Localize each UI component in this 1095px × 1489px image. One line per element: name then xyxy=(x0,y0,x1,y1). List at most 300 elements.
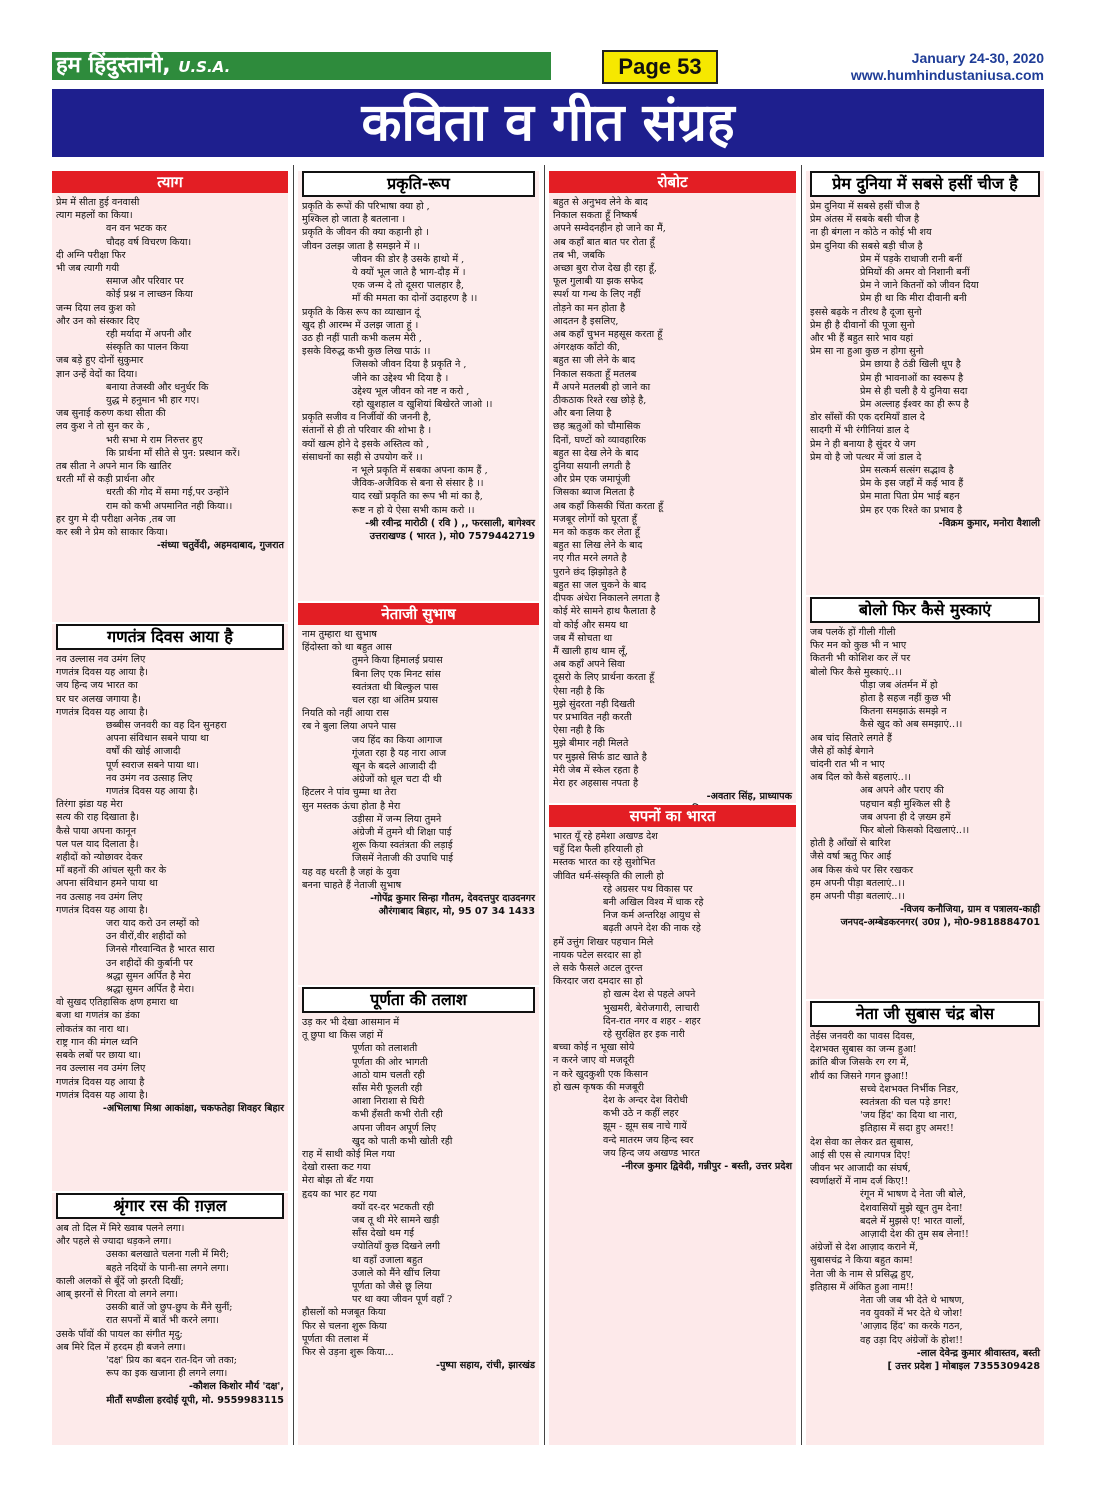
poem-line: प्रकृति सजीव व निर्जीवों की जननी है, xyxy=(302,412,432,424)
poem-line: पर प्रभावित नही करती xyxy=(553,711,632,723)
poem-line: न करे खुदकुशी एक किसान xyxy=(553,1068,648,1080)
poem-body xyxy=(549,193,796,817)
poem-line: धरती माँ से कड़ी प्रार्थना और xyxy=(56,474,155,486)
poem-line: उन शहीदों की कुर्बानी पर xyxy=(106,957,193,969)
poem-line: पूर्णता की तलाश में xyxy=(302,1333,369,1345)
poem-line: नव युवकों में भर देते थे जोश! xyxy=(860,1308,963,1320)
poem-title: प्रेम दुनिया में सबसे हसीं चीज है xyxy=(810,171,1040,197)
poem-line: रहे सुरक्षित हर इक नारी xyxy=(603,1029,685,1041)
poem-line: अपना संविधान हमने पाया था xyxy=(56,878,158,890)
poem-line: फिर से चलना शुरू किया xyxy=(302,1320,387,1332)
poem-prakriti xyxy=(298,171,539,601)
poem-line: मन को कड़क कर लेता हूँ xyxy=(553,527,640,539)
poem-line: उन वीरों,वीर शहीदों को xyxy=(106,931,187,943)
brand-suffix: U.S.A. xyxy=(178,58,231,76)
poem-line: संतानों से ही तो परिवार की शोभा है । xyxy=(302,425,432,437)
poem-line: जय हिन्द जय अखण्ड भारत xyxy=(603,1147,700,1159)
poem-line: वो कोई और समय था xyxy=(553,619,628,631)
poem-shringar xyxy=(52,1193,288,1445)
poem-line: कोई प्रश्न न लाच्छन किया xyxy=(106,289,193,301)
poem-line: उड़ कर भी देखा आसमान में xyxy=(302,1017,400,1028)
poem-line: प्रेम सत्कर्म सत्संग सद्भाव है xyxy=(860,465,954,477)
poem-line: और उन को संस्कार दिए xyxy=(56,315,140,327)
poem-line: त्याग महलों का किया। xyxy=(56,210,133,222)
poem-line: कभी हँसती कभी रोती रही xyxy=(352,1109,443,1121)
poem-line: तुमने किया हिमालई प्रयास xyxy=(352,655,443,667)
poem-line: आठो याम चलती रही xyxy=(352,1069,425,1081)
poem-line: ऐसा नही है कि xyxy=(553,685,605,697)
poem-line: जैसे वर्षा ऋतु फिर आई xyxy=(810,851,892,863)
poem-line: ज्ञान उन्हें वेदों का दिया। xyxy=(56,368,138,380)
poem-line: गणतंत्र दिवस यह आया है। xyxy=(56,667,148,679)
poem-line: प्रेम ही है दीवानों की पूजा सुनो xyxy=(810,319,915,331)
poem-line: रही मर्यादा में अपनी और xyxy=(106,329,192,341)
poem-robot xyxy=(549,171,796,803)
poem-line: प्रेम ही भावनाओं का स्वरूप है xyxy=(860,372,964,384)
poem-line: न भूले प्रकृति में सबका अपना काम हैं , xyxy=(352,465,488,477)
poem-tyag xyxy=(52,171,288,622)
poem-title: सपनों का भारत xyxy=(549,805,796,827)
poem-line: चहुँ दिश फैली हरियाली हो xyxy=(553,844,643,856)
poem-line: प्रेम से ही चली है ये दुनिया सदा xyxy=(860,385,968,397)
poem-line: जिसका ब्याज मिलता है xyxy=(553,487,635,499)
poem-line: राम को कभी अपमानित नही किया।। xyxy=(106,500,233,512)
poem-line: स्वतंत्रता की चल पड़े डगर! xyxy=(860,1097,952,1109)
poem-line: बनाया तेजस्वी और धनुर्धर कि xyxy=(106,381,209,393)
poem-line: छह ऋतुओं को चौमासिक xyxy=(553,421,641,433)
poem-line: तू छुपा था किस जहां में xyxy=(302,1030,383,1042)
poem-line: खून के बदले आजादी दी xyxy=(352,761,437,773)
poem-line: प्रेम में सीता हुई वनवासी xyxy=(56,197,140,208)
poem-line: हम अपनी पीड़ा बतलाएं..।। xyxy=(810,891,905,903)
poem-line: डोर साँसों की एक दरमियाँ डाल दे xyxy=(810,412,925,424)
poem-author: मीतौं सण्डीला हरदोई यूपी, मो. 9559983115 xyxy=(106,1394,284,1406)
poem-line: प्रेम सा ना हुआ कुछ न होगा सुनो xyxy=(810,346,924,358)
poem-line: हौसलों को मजबूत किया xyxy=(302,1307,386,1319)
poem-line: जिसको जीवन दिया है प्रकृति ने , xyxy=(352,359,467,371)
poem-line: अब अपने और पराए की xyxy=(860,785,944,797)
poem-line: उसके पाँवों की पायल का संगीत मृदु; xyxy=(56,1328,183,1340)
poem-line: जिनसे गौरवान्वित है भारत सारा xyxy=(106,944,215,956)
poem-line: नायक पटेल सरदार सा हो xyxy=(553,949,642,961)
poem-line: भी जब त्यागी गयी xyxy=(56,263,120,275)
poem-body xyxy=(298,1013,539,1372)
poem-line: अपना संविधान सबने पाया था xyxy=(106,733,209,745)
poem-body xyxy=(806,1027,1044,1373)
poem-line: उसका बलखाते चलना गली में मिरी; xyxy=(106,1249,230,1261)
poem-line: होती है आँखों से बारिश xyxy=(810,838,891,850)
poem-line: रब ने बुला लिया अपने पास xyxy=(302,721,397,733)
poem-line: नेता जी जब भी देते थे भाषण, xyxy=(860,1295,965,1307)
poem-author: -कौशल किशोर मौर्य 'दक्ष', xyxy=(189,1381,284,1393)
poem-line: पूर्णता की ओर भागती xyxy=(352,1056,428,1068)
poem-line: प्रकृति के किस रूप का व्याखान दूं xyxy=(302,306,420,318)
poem-line: रहो खुशहाल व खुशियां बिखेरते जाओ ।। xyxy=(352,399,493,411)
poem-line: उड़ीसा में जन्म लिया तुमने xyxy=(352,813,442,825)
poem-line: होता है सहज नहीं कुछ भी xyxy=(860,693,951,705)
poem-line: वन्दे मातरम जय हिन्द स्वर xyxy=(603,1134,694,1146)
poem-line: रंगून में भाषण दे नेता जी बोले, xyxy=(860,1189,966,1201)
page-banner: कविता व गीत संग्रह xyxy=(52,89,1044,157)
poem-line: छब्बीस जनवरी का वह दिन सुनहरा xyxy=(106,720,227,732)
poem-line: पर मुझसे सिर्फ डाट खाते है xyxy=(553,751,647,763)
poem-line: अब कहाँ अपने सिवा xyxy=(553,659,625,671)
column-divider xyxy=(544,165,545,1445)
column-divider xyxy=(293,165,294,1445)
poem-line: बोलो फिर कैसे मुस्काएं..।। xyxy=(810,666,902,678)
poem-line: नव उमंग नव उत्साह लिए xyxy=(106,772,193,784)
poem-title: श्रृंगार रस की ग़ज़ल xyxy=(56,1193,284,1219)
poem-line: एक जन्म दे तो दूसरा पालहार है, xyxy=(352,280,464,292)
poem-line: देश सेवा का लेकर व्रत सुबास, xyxy=(810,1136,914,1148)
poem-line: प्रेम हर एक रिश्ते का प्रभाव है xyxy=(860,504,963,516)
masthead xyxy=(52,50,1044,84)
poem-line: गणतंत्र दिवस यह आया है। xyxy=(106,786,198,798)
poem-line: प्रेम ने जाने कितनों को जीवन दिया xyxy=(860,280,979,292)
poem-line: मेरी जेब में स्केल रहता है xyxy=(553,764,639,776)
poem-line: उद्देश्य भूल जीवन को नष्ट न करो , xyxy=(352,385,470,397)
poem-line: कैसे पाया अपना कानून xyxy=(56,825,137,837)
poem-line: बहुत सा जी लेने के बाद xyxy=(553,355,636,367)
poem-line: प्रकृति के रूपों की परिभाषा क्या हो , xyxy=(302,201,430,212)
poem-body xyxy=(298,625,539,918)
poem-line: था वहाँ उजाला बहुत xyxy=(352,1254,423,1266)
poem-line: मैं खाली हाथ थाम लूँ, xyxy=(553,645,628,657)
poem-line: अपना जीवन अपूर्ण लिए xyxy=(352,1122,437,1134)
poem-author: उत्तराखण्ड ( भारत ), मो0 7579442719 xyxy=(369,531,535,543)
poem-line: साँस देखो थम गई xyxy=(352,1228,415,1240)
poem-author: जनपद-अम्बेडकरनगर( उ0प्र ), मो0-9818884701 xyxy=(840,917,1040,929)
poem-line: इतिहास में सदा हुए अमर!! xyxy=(860,1123,954,1135)
poem-line: बनी अखिल विश्व में धाक रहे xyxy=(603,897,704,909)
poem-title: पूर्णता की तलाश xyxy=(302,987,535,1013)
poem-author: -विजय कनौजिया, ग्राम व पत्रालय-काही xyxy=(900,904,1040,916)
poem-line: जय हिन्द जय भारत का xyxy=(56,680,138,692)
poem-line: ऐसा नही है कि xyxy=(553,725,605,737)
poem-line: देशवासियों मुझे खून तुम देना! xyxy=(860,1202,963,1214)
poem-line: हृदय का भार हट गया xyxy=(302,1188,377,1200)
poem-line: उसकी बातें जो छुप-छुप के मैंने सुनीं; xyxy=(106,1302,233,1314)
poem-line: दिन-रात नगर व शहर - शहर xyxy=(603,1015,701,1027)
poem-line: अच्छा बुरा रोज देख ही रहा हूँ, xyxy=(553,263,657,275)
poem-line: पहचान बड़ी मुश्किल सी है xyxy=(860,798,951,810)
poem-line: पीड़ा जब अंतर्मन में हो xyxy=(860,679,938,691)
poem-line: प्रेम अल्लाह ईश्वर का ही रूप है xyxy=(860,399,969,411)
poem-line: जीवन उलझ जाता है समझने में ।। xyxy=(302,240,421,252)
poem-line: गणतंत्र दिवस यह आया है। xyxy=(56,1089,148,1101)
poem-line: ठीकठाक रिश्ते रख छोड़े है, xyxy=(553,395,647,407)
poem-line: लोकतंत्र का नारा था। xyxy=(56,1023,129,1035)
poem-line: बहुत सा लिख लेने के बाद xyxy=(553,540,643,552)
issue-info xyxy=(851,50,1044,84)
poem-line: अब कहाँ किसकी चिंता करता हूँ xyxy=(553,500,664,512)
poem-line: साँस मेरी फूलती रही xyxy=(352,1083,423,1095)
poem-line: लव कुश ने तो सुन कर के , xyxy=(56,421,150,433)
poem-line: और पहले से ज्यादा धड़कने लगा। xyxy=(56,1236,172,1248)
poem-line: अब कहाँ चुभन महसूस करता हूँ xyxy=(553,329,663,341)
poem-title: नेता जी सुबास चंद्र बोस xyxy=(810,1001,1040,1027)
poem-line: जीवित धर्म-संस्कृति की लाली हो xyxy=(553,870,664,882)
column-4 xyxy=(806,165,1044,1445)
poem-subas xyxy=(806,1001,1044,1445)
poem-line: संस्कृति का पालन किया xyxy=(106,342,189,354)
poem-line: चांदनी रात भी न भाए xyxy=(810,759,885,771)
poem-line: जीवन की डोर है उसके हाथो में , xyxy=(352,253,465,265)
poem-line: बहुत सा देख लेने के बाद xyxy=(553,447,639,459)
poem-line: शहीदों को न्योछावर देकर xyxy=(56,852,143,864)
poem-line: ये क्यों भूल जाते है भाग-दौड़ में । xyxy=(352,267,466,279)
poem-line: राह में साथी कोई मिल गया xyxy=(302,1149,395,1161)
poem-line: सत्य की राह दिखाता है। xyxy=(56,812,139,824)
poem-line: नए गीत मरने लगते है xyxy=(553,553,627,565)
poem-line: सबके लबों पर छाया था। xyxy=(56,1050,141,1062)
poem-line: और भी हैं बहुत सारे भाव यहां xyxy=(810,333,914,345)
poem-line: अपने सम्वेदनहीन हो जाने का मैं, xyxy=(553,223,666,235)
poem-body xyxy=(806,197,1044,530)
poem-line: जन्म दिया लव कुश को xyxy=(56,302,136,314)
column-3 xyxy=(549,165,796,1445)
poem-line: पल पल याद दिलाता है। xyxy=(56,838,139,850)
poem-title: गणतंत्र दिवस आया है xyxy=(56,624,284,650)
poem-line: भरी सभा मे राम निरुत्तर हुए xyxy=(106,434,203,446)
poem-line: क्यों दर-दर भटकती रही xyxy=(352,1201,435,1213)
poem-title: प्रकृति-रूप xyxy=(302,171,535,197)
poem-line: हर युग मे दी परीक्षा अनेक ,तब जा xyxy=(56,513,176,525)
poem-line: हम अपनी पीड़ा बतलाएं..।। xyxy=(810,877,905,889)
page-number: Page 53 xyxy=(602,50,718,84)
poem-line: देशभक्त सुबास का जन्म हुआ! xyxy=(810,1044,917,1056)
poem-line: अब मिरे दिल में हरदम ही बजने लगा। xyxy=(56,1341,186,1353)
poem-author: औरंगाबाद बिहार, मो, 95 07 34 1433 xyxy=(378,906,535,918)
poem-line: समाज और परिवार पर xyxy=(106,276,184,288)
poem-line: हो खत्म देश से पहले अपने xyxy=(603,989,696,1001)
poem-line: गणतंत्र दिवस यह आया है। xyxy=(56,706,148,718)
poem-line: आदतन है इसलिए, xyxy=(553,315,619,327)
poem-line: आब् झरनों से गिरता वो लगने लगा। xyxy=(56,1289,178,1301)
poem-line: पूर्णता को जैसे छू लिया xyxy=(352,1281,432,1293)
poem-line: बदले में मुझसे ए! भारत वालों, xyxy=(860,1215,966,1227)
poem-line: हमें उत्तुंग शिखर पहचान मिले xyxy=(553,936,654,948)
poem-line: फिर बोलो किसको दिखलाएं..।। xyxy=(860,825,970,837)
poem-line: स्वतंत्रता थी बिल्कुल पास xyxy=(352,681,439,693)
poem-line: पुराने छंद झिझोड़ते है xyxy=(553,566,627,578)
poem-line: अब तो दिल में मिरे ख्वाब पलने लगा। xyxy=(56,1223,185,1234)
poem-line: फिर मन को कुछ भी न भाए xyxy=(810,640,907,652)
poem-line: जब सुनाई करुण कथा सीता की xyxy=(56,408,166,420)
poem-line: हो खत्म कृषक की मजबूरी xyxy=(553,1081,644,1093)
poem-line: तब सीता ने अपने मान कि खातिर xyxy=(56,461,172,473)
poem-sapno xyxy=(549,805,796,1445)
poem-body xyxy=(52,650,288,1115)
poem-line: खुद को पाती कभी खोती रही xyxy=(352,1135,453,1147)
poem-author: -गोपेंद्र कुमार सिन्हा गौतम, देवदत्तपुर दाउदनगर xyxy=(370,893,535,905)
poem-line: कि प्रार्थना माँ सीते से पुन: प्रस्थान करें। xyxy=(106,447,241,459)
poem-line: क्रांति बीज जिसके रग रग में, xyxy=(810,1057,910,1069)
poem-line: अंग्रेजों से देश आज़ाद कराने में, xyxy=(810,1242,919,1254)
poem-author: -श्री रवीन्द्र मारोठी ( रवि ) ,, फरसाली, बागेश्वर xyxy=(365,517,535,529)
poem-line: प्रेम दुनिया की सबसे बड़ी चीज है xyxy=(810,240,923,252)
poem-line: कोई मेरे सामने हाथ फैलाता है xyxy=(553,606,656,618)
poem-line: जैसे हों कोई बेगाने xyxy=(810,745,874,757)
poem-line: अंगरक्षक काँटो की, xyxy=(553,342,621,354)
poem-line: ज्योतियाँ कुछ दिखने लगी xyxy=(352,1241,440,1253)
poem-line: चल रहा था अंतिम प्रयास xyxy=(352,695,438,707)
poem-line: शौर्य का जिसने गगन छुआ!! xyxy=(810,1070,909,1082)
poem-title: रोबोट xyxy=(549,171,796,193)
poem-line: मेरा बोझ तो बँट गया xyxy=(302,1175,374,1187)
issue-date: January 24-30, 2020 xyxy=(911,50,1044,66)
poem-line: इतिहास में अंकित हुआ नाम!! xyxy=(810,1281,914,1293)
poem-line: चौदह वर्ष विचरण किया। xyxy=(106,236,192,248)
poem-line: झूम - झूम सब नाचे गायें xyxy=(603,1121,687,1133)
poem-line: रहे अग्रसर पथ विकास पर xyxy=(603,883,693,895)
poem-line: जय हिंद का किया आगाज xyxy=(352,734,443,746)
poem-line: जब पलकें हों गीली गीली xyxy=(810,627,896,638)
poem-line: रूप का इक खजाना ही लगने लगा। xyxy=(106,1368,228,1380)
poem-line: अब दिल को कैसे बहलाएं..।। xyxy=(810,772,912,784)
poem-line: नव उत्साह नव उमंग लिए xyxy=(56,891,143,903)
poem-line: दीपक अंधेरा निकालने लगता है xyxy=(553,593,660,605)
poem-line: जब मैं सोचता था xyxy=(553,632,613,644)
poem-line: देश के अन्दर देश विरोधी xyxy=(603,1095,688,1107)
poem-line: स्पर्श या गन्ध के लिए नहीं xyxy=(553,289,641,301)
poem-author: [ उत्तर प्रदेश ] मोबाइल 7355309428 xyxy=(887,1361,1040,1373)
poem-line: दिनों, घण्टों को व्यावहारिक xyxy=(553,434,646,446)
poem-line: बनना चाहते हैं नेताजी सुभाष xyxy=(302,879,402,891)
poem-line: सुन मस्तक ऊंचा होता है मेरा xyxy=(302,800,401,812)
poem-line: श्रद्धा सुमन अर्पित है मेरा xyxy=(106,970,191,982)
poem-line: 'जय हिंद' का दिया था नारा, xyxy=(860,1110,958,1122)
poem-line: किरदार जरा दमदार सा हो xyxy=(553,976,643,988)
poem-line: जब तू थी मेरे सामने खड़ी xyxy=(352,1215,440,1227)
poem-line: निकाल सकता हूँ मतलब xyxy=(553,368,637,380)
poem-line: माँ बहनों की आंचल सूनी कर के xyxy=(56,865,167,877)
poem-line: अंग्रेजी में तुमने थी शिक्षा पाई xyxy=(352,827,452,839)
poem-line: प्रेम ने ही बनाया है सुंदर ये जग xyxy=(810,438,916,450)
poem-line: बच्चा कोई न भूखा सोये xyxy=(553,1042,635,1054)
poem-title: नेताजी सुभाष xyxy=(298,603,539,625)
poem-line: स्वर्णाक्षरों में नाम दर्ज किए!! xyxy=(810,1176,909,1188)
poem-line: नियति को नहीं आया रास xyxy=(302,708,390,720)
poem-author: -संध्या चतुर्वेदी, अहमदाबाद, गुजरात xyxy=(156,540,284,552)
poem-line: अब किस कंधे पर सिर रखकर xyxy=(810,864,913,876)
poem-line: प्रेमियों की अमर वो निशानी बनीं xyxy=(860,267,970,279)
poem-line: बिना लिए एक मिनट सांस xyxy=(352,668,441,680)
poem-body xyxy=(549,827,796,1173)
poem-line: मुझे सुंदरता नही दिखती xyxy=(553,698,635,710)
poem-line: प्रेम छाया है ठंडी खिली धूप है xyxy=(860,359,961,371)
poem-body xyxy=(52,1219,288,1407)
poem-author: -पुष्पा सहाय, रांची, झारखंड xyxy=(435,1360,535,1372)
poem-line: उजाले को मैंने खींच लिया xyxy=(352,1267,440,1279)
poem-line: पर था क्या जीवन पूर्ण वहाँ ? xyxy=(352,1294,453,1306)
poem-line: खुद ही आरम्भ में उलझ जाता हूं । xyxy=(302,319,419,331)
poem-line: नव उल्लास नव उमंग लिए xyxy=(56,1063,146,1075)
poem-gantantra xyxy=(52,624,288,1191)
poem-line: आई सी एस से त्यागपत्र दिए! xyxy=(810,1149,911,1161)
poem-line: मजबूर लोगों को घूरता हूँ xyxy=(553,513,637,525)
poem-author: -अभिलाषा मिश्रा आकांक्षा, चकफतेहा शिवहर बिहार xyxy=(102,1102,284,1114)
poem-line: यह वह धरती है जहां के युवा xyxy=(302,866,400,878)
poem-line: अब चांद सितारे लगते हैं xyxy=(810,732,892,744)
poem-line: फूल गुलाबी या झक सफेद xyxy=(553,276,644,288)
poem-line: जैविक-अजैविक से बना से संसार है ।। xyxy=(352,478,484,490)
poem-line: श्रद्धा सुमन अर्पित है मेरा। xyxy=(106,984,195,996)
poem-line: गणतंत्र दिवस यह आया है। xyxy=(56,904,148,916)
poem-line: इसके विरुद्ध कभी कुछ लिख पाऊं ।। xyxy=(302,346,431,358)
poem-line: संसाधनों का सही से उपयोग करें ।। xyxy=(302,451,423,463)
poem-body xyxy=(298,197,539,543)
poem-prem xyxy=(806,171,1044,595)
poem-line: जब बड़े हुए दोनों सुकुमार xyxy=(56,355,144,367)
poem-line: तिरंगा झंडा यह मेरा xyxy=(56,799,123,811)
poem-line: रूष्ट न हो ये ऐसा सभी काम करो ।। xyxy=(352,504,475,516)
poem-line: रात सपनों में बातें भी करने लगा। xyxy=(106,1315,219,1327)
poem-author: -अवतार सिंह, प्राध्यापक xyxy=(706,791,792,803)
poem-line: धरती की गोद में समा गई,पर उन्होंने xyxy=(106,487,229,499)
poem-body xyxy=(806,623,1044,930)
poem-author: -विक्रम कुमार, मनोरा वैशाली xyxy=(938,517,1040,529)
poem-line: वन वन भटक कर xyxy=(106,223,167,235)
poem-line: नव उल्लास नव उमंग लिए xyxy=(56,654,146,665)
poem-netaji xyxy=(298,603,539,985)
poem-line: नाम तुम्हारा था सुभाष xyxy=(302,629,377,640)
poem-line: सादगी में भी रंगीनियां डाल दे xyxy=(810,425,910,437)
poem-line: कितना समझाऊं समझे न xyxy=(860,706,947,718)
poem-line: बहते नदियों के पानी-सा लगने लगा। xyxy=(106,1262,229,1274)
poem-author: -लाल देवेन्द्र कुमार श्रीवास्तव, बस्ती xyxy=(916,1347,1040,1359)
poem-line: क्यों खत्म होने दे इसके अस्तित्व को , xyxy=(302,438,430,450)
poem-line: ना ही बंगला न कोठे न कोई भी शय xyxy=(810,227,932,239)
poem-line: राष्ट्र गान की मंगल ध्वनि xyxy=(56,1036,138,1048)
poem-body xyxy=(52,193,288,552)
poem-line: फिर से उड़ना शुरू किया... xyxy=(302,1347,394,1359)
poem-line: नेता जी के नाम से प्रसिद्ध हुए, xyxy=(810,1268,915,1280)
poem-line: सच्चे देशभक्त निर्भीक निडर, xyxy=(860,1083,959,1095)
poem-line: प्रकृति के जीवन की क्या कहानी हो । xyxy=(302,227,429,239)
poem-line: काली अलकों से बूँदें जो झरती दिखीं; xyxy=(56,1275,184,1287)
column-1 xyxy=(52,165,288,1445)
poem-line: जीने का उद्देश्य भी दिया है । xyxy=(352,372,449,384)
poem-line: प्रेम में पड़के राधाजी रानी बनीं xyxy=(860,253,963,265)
poem-line: देखो रास्ता कट गया xyxy=(302,1162,371,1174)
poem-line: प्रेम ही था कि मीरा दीवानी बनी xyxy=(860,293,967,305)
poem-line: प्रेम दुनिया में सबसे हसीं चीज है xyxy=(810,201,920,212)
poem-line: गूंजता रहा है यह नारा आज xyxy=(352,747,447,759)
poem-line: ले सके फैसले अटल तुरन्त xyxy=(553,963,643,975)
brand-name: हम हिंदुस्तानी, xyxy=(56,53,171,78)
poem-line: 'आज़ाद हिंद' का करके गठन, xyxy=(860,1321,963,1333)
poem-line: सुबासचंद्र ने किया बहुत काम! xyxy=(810,1255,914,1267)
poem-line: बहुत सा जल चुकने के बाद xyxy=(553,579,647,591)
website-link[interactable]: www.humhindustaniusa.com xyxy=(850,67,1044,83)
poem-line: निकाल सकता हूँ निष्कर्ष xyxy=(553,210,638,222)
poem-line: आज़ादी देश की तुम सब लेना!! xyxy=(860,1229,969,1241)
poem-line: वो सुखद एतिहासिक क्षण हमारा था xyxy=(56,997,178,1009)
poem-line: दूसरो के लिए प्रार्थना करता हूँ xyxy=(553,672,655,684)
poem-bolo xyxy=(806,597,1044,999)
poem-line: जिसमें नेताजी की उपाधि पाई xyxy=(352,853,453,865)
poem-line: अंग्रेजों को धूल चटा दी थी xyxy=(352,774,442,786)
poem-title: बोलो फिर कैसे मुस्काएं xyxy=(810,597,1040,623)
poem-line: वर्षों की खोई आजादी xyxy=(106,746,181,758)
poem-line: मुझे बीमार नही मिलते xyxy=(553,738,629,750)
poem-line: मैं अपने मतलबी हो जाने का xyxy=(553,381,651,393)
poem-line: कैसे खुद को अब समझाएं..।। xyxy=(860,719,963,731)
poem-line: 'दक्ष' प्रिय का बदन रात-दिन जो तका; xyxy=(106,1355,237,1367)
poem-line: तेईस जनवरी का पावस दिवस, xyxy=(810,1031,916,1042)
poem-line: शुरू किया स्वतंत्रता की लड़ाई xyxy=(352,840,453,852)
